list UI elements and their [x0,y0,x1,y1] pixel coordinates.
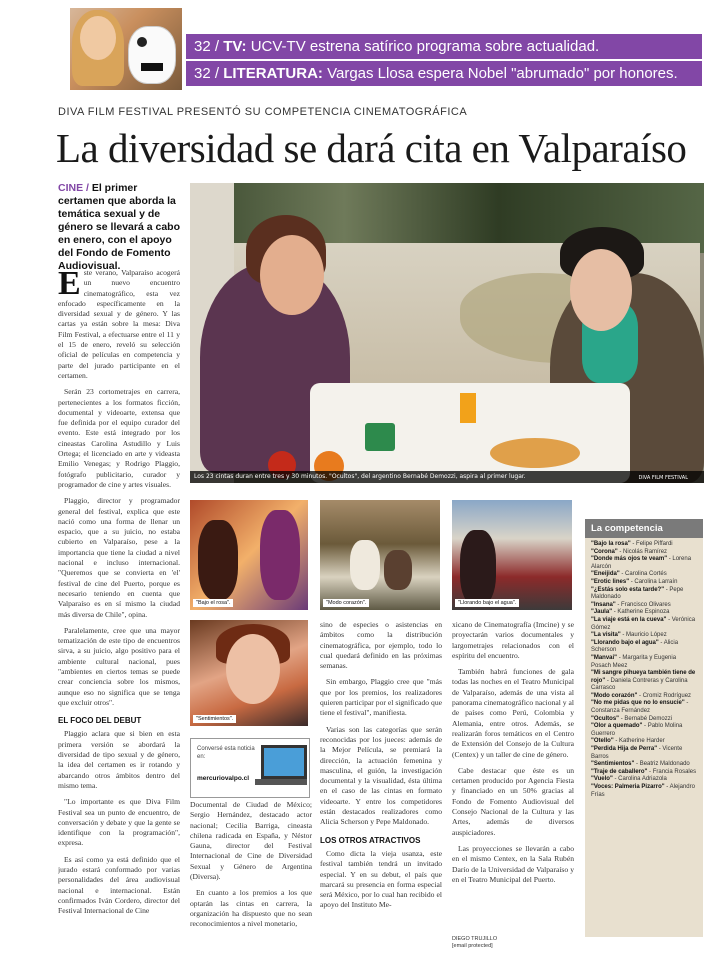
photo-caption: "Sentimientos". [193,715,236,723]
sidebar-title: La competencia [585,519,703,538]
article-column-4: xicano de Cinematografía (Imcine) y se proyectarán varios documentales y largometrajes relacionados con el espíritu del encuentro. También habrá funciones de gala todas las noches en el Teatro Municipal de Valparaíso, además de una vista al panorama cinematográfico nacional y al de países como Perú, Colombia y Alemania, entre otros. Además, se realizarán foros temáticos en el Centro de Extensión del Consejo de la Cultura (Centex) y un taller de cine de género. Cabe destacar que éste es un certamen producido por Agencia Fiesta y financiado en un 50% gracias al Fondo de Fomento Audiovisual del Consejo Nacional de la Cultura y las Artes, además de diversos auspiciadores. Las proyecciones se llevarán a cabo en el mismo Centex, en la Sala Rubén Darío de la Universidad de Valparaíso y en el Teatro Municipal del Puerto. [452,620,574,884]
competition-list [585,538,703,802]
list-item: "Olor a quemado" - Pablo Molina Guerrero [591,723,683,737]
photo-caption: "Llorando bajo el agua". [455,599,519,607]
list-item: "Manvai" - Margarita y Eugenia Posach Meez [591,654,677,669]
article-column-2: Documental de Ciudad de México; Sergio Hernández, destacado actor nacional; Cecilia Barriga, cineasta chilena radicada en España, y Néstor Gauna, director del Festival Internacional de Cine de Diversidad Sexual y Género de Argentina (Diversa). En cuanto a los premios a los que optarán las cintas en carrera, la organización ha dispuesto que no sean reconocimientos a nivel monetario, [190,800,312,929]
main-photo [190,183,704,483]
list-item: "Donde más ojos te veam" - Lorena Alarcón [591,556,692,570]
list-item: "Perdida Hija de Perra" - Vicente Barros [591,746,683,760]
list-item: "Eneijida" - Carolina Cortés [591,571,667,578]
lead-text: El primer certamen que aborda la temática sexual y de género se llevará a cabo en enero, con el apoyo del Fondo de Fomento Audiovisual. [58,182,180,272]
list-item: "Llorando bajo el agua" - Alicia Scherson [591,639,679,654]
teaser-bar-tv[interactable]: 32 / TV: UCV-TV estrena satírico programa sobre actualidad. [186,34,702,59]
list-item: "Jaula" - Katherine Espinoza [591,609,670,616]
byline-name: DIEGO TRUJILLO [452,936,498,942]
web-box-url[interactable]: mercuriovalpo.cl [197,775,250,782]
kicker: DIVA FILM FESTIVAL PRESENTÓ SU COMPETENCIA CINEMATOGRÁFICA [58,106,468,118]
dropcap: E [58,268,81,302]
subhead-foco: EL FOCO DEL DEBUT [58,716,142,726]
list-item: "Vuelo" - Carolina Adriazola [591,776,667,783]
byline [452,936,497,950]
list-item: "¿Estás solo esta tarde?" - Pepe Maldonado [591,586,684,601]
laptop-base-icon [255,779,307,785]
photo-credit: DIVA FILM FESTIVAL [638,475,688,481]
photo-llorando-bajo-el-agua [452,500,572,610]
laptop-icon [261,745,307,779]
headline: La diversidad se dará cita en Valparaíso [56,125,687,171]
teaser-bar-literatura[interactable]: 32 / LITERATURA: Vargas Llosa espera Nobel "abrumado" por honores. [186,61,702,86]
list-item: "Traje de caballero" - Francia Rosales [591,768,697,775]
web-box-text: Conversé esta noticia en: [197,746,255,760]
list-item: "Modo corazón" - Cromiz Rodríguez [591,692,692,699]
photo-modo-corazon [320,500,440,610]
list-item: "Erotic lines" - Carolina Larraín [591,578,678,585]
photo-caption: "Modo corazón". [323,599,369,607]
list-item: "Insana" - Francisco Olivares [591,601,671,608]
list-item: "Mi sangre pihueya también tiene de rojo" - Daniela Contreras y Carolina Carrasco [591,670,696,692]
list-item: "Ocultos" - Bernabé Demozzi [591,715,673,722]
lead [58,182,182,273]
list-item: "La visita" - Mauricio López [591,632,667,639]
byline-email[interactable]: [email protected] [452,943,493,949]
article-column-3: sino de especies o asistencias en ámbitos como la distribución cinematográfica, por ejemplo, todo lo cual quedará definido en las próximas semanas. Sin embargo, Plaggio cree que "más que por los premios, los realizadores quieren participar por el significado que tiene el festival", manifiesta. Varias son las categorías que serán reconocidas por los jueces: además de la Mejor Película, se premiará la dirección, la actuación femenina y masculina, el guión, la investigación documental y la visualidad, ésta última en el caso de las cintas en formato videoarte. Y entre los competidores están destacados realizadores como Alicia Scherson y Pepe Maldonado. LOS OTROS ATRACTIVOS Como dicta la vieja usanza, este festival también tendrá un invitado especial. Y en su debut, el país que marcará su presencia en forma especial será México, por lo cual han recibido el apoyo del Instituto Me- [320,620,442,910]
article-column-1: Este verano, Valparaíso acogerá un nuevo encuentro cinematográfico, esta vez enfocado específicamente en la diversidad sexual y de género. Y las cartas ya están sobre la mesa: Diva Film Festival, a efectuarse entre el 11 y el 15 de enero, reveló su selección oficial de películas en competencia y parte del jurado participante en el certamen. Serán 23 cortometrajes en carrera, pertenecientes a los formatos ficción, documental y videoarte, extensa que fue definida por el equipo curador del evento. Este está integrado por los cineastas Carolina Astudillo y Luis Ortega; el licenciado en arte y videasta Emilio Venegas; y Rodrigo Plaggio, fotógrafo publicitario, curador y programador de cine y artes visuales. Plaggio, director y programador general del festival, explica que este nació como una forma de llenar un espacio, que a su juicio, no estaba cubierto en Valparaíso, pese a la importancia que tiene la ciudad a nivel nacional e incluso internacional. "Queremos que se convierta en 'el' festival de cine del Puerto, porque es necesario teniendo en cuenta que Valparaíso es en sí mismo la ciudad más diversa de Chile", opina. Paralelamente, cree que una mayor tematización de este tipo de encuentros sirva, a su juicio, algo positivo para el ambiente cultural nacional, pues "ambientes en ciertos temas se puede crear conciencia sobre los mismos, aunque eso no significa que se tenga que excluir otros". EL FOCO DEL DEBUT Plaggio aclara que si bien en esta primera versión se abordará la diversidad de tipo sexual y de género, la idea del certamen es ir rotando y abarcando otros ámbitos dentro del mismo tema. "Lo importante es que Diva Film Festival sea un punto de encuentro, de conversación y debate y que la gente se identifique con la programación", expresa. Es así como ya está definido que el jurado estará conformado por varias personalidades del área audiovisual nacional e internacional. Están confirmados Iván Cordero, director del Festival Internacional de Cine [58,268,180,916]
section-tag: CINE / [58,182,89,194]
photo-sentimientos [190,620,308,726]
photo-caption: "Bajo el rosa". [193,599,233,607]
list-item: "No me pidas que no lo ensucie" - Constanza Fernández [591,700,689,715]
list-item: "Otello" - Katherine Harder [591,738,665,745]
photo-bajo-el-rosa [190,500,308,610]
teaser-photo [70,8,182,90]
web-box[interactable] [190,738,310,798]
list-item: "Sentimientos" - Beatriz Maldonado [591,761,690,768]
list-item: "Bajo la rosa" - Felipe Piffardi [591,541,673,547]
main-photo-caption: Los 23 cintas duran entre tres y 30 minutos. "Ocultos", del argentino Bernabé Demozzi, aspira al primer lugar. [190,471,704,483]
sidebar-competencia [585,519,703,937]
list-item: "Corona" - Nicolás Ramírez [591,548,668,555]
list-item: "La viaje está en la cueva" - Verónica Gómez [591,616,696,631]
subhead-otros-atractivos: LOS OTROS ATRACTIVOS [320,835,421,845]
list-item: "Voces: Palmeria Pizarro" - Alejandro Frías [591,784,695,798]
